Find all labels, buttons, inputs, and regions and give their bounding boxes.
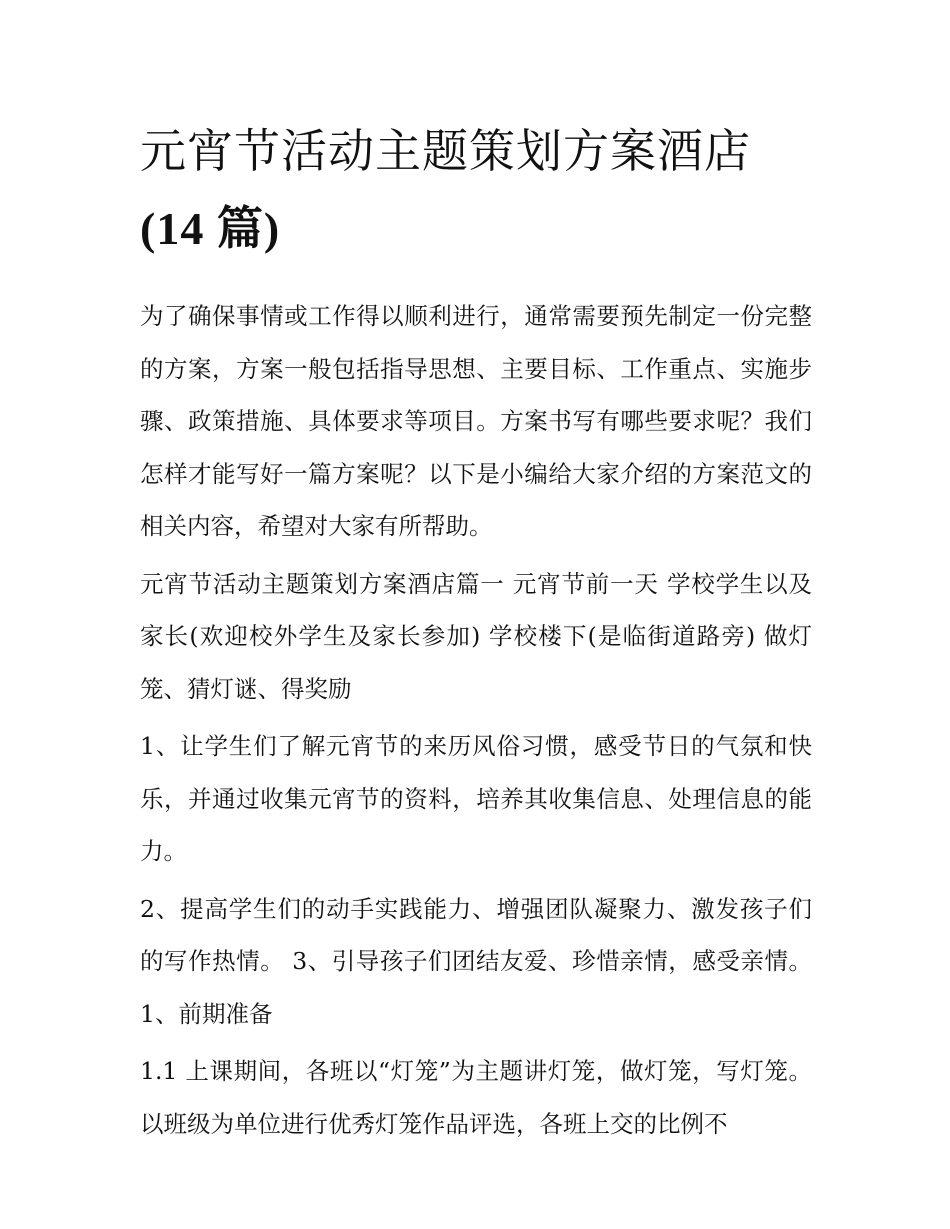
intro-paragraph: 为了确保事情或工作得以顺利进行，通常需要预先制定一份完整的方案，方案一般包括指导思想、主要目标、工作重点、实施步骤、政策措施、具体要求等项目。方案书写有哪些要求呢？我们怎样才能写好一篇方案呢？以下是小编给大家介绍的方案范文的相关内容，希望对大家有所帮助。: [140, 302, 812, 540]
title-count: (14 篇): [140, 203, 281, 254]
section-one-paragraph: 元宵节活动主题策划方案酒店篇一 元宵节前一天 学校学生以及家长(欢迎校外学生及家长参加) 学校楼下(是临街道路旁) 做灯笼、猜灯谜、得奖励: [140, 569, 812, 703]
goal-two-paragraph: 2、提高学生们的动手实践能力、增强团队凝聚力、激发孩子们的写作热情。 3、引导孩子们团结友爱、珍惜亲情，感受亲情。 1、前期准备: [140, 894, 812, 1028]
preparation-paragraph: 1.1 上课期间，各班以“灯笼”为主题讲灯笼，做灯笼，写灯笼。以班级为单位进行优秀灯笼作品评选，各班上交的比例不: [140, 1057, 812, 1138]
title-main: 元宵节活动主题策划方案酒店: [140, 124, 751, 178]
document-body: [140, 112, 812, 1150]
document-title: [140, 112, 812, 268]
goal-one-paragraph: 1、让学生们了解元宵节的来历风俗习惯，感受节日的气氛和快乐，并通过收集元宵节的资料，培养其收集信息、处理信息的能力。: [140, 732, 812, 865]
